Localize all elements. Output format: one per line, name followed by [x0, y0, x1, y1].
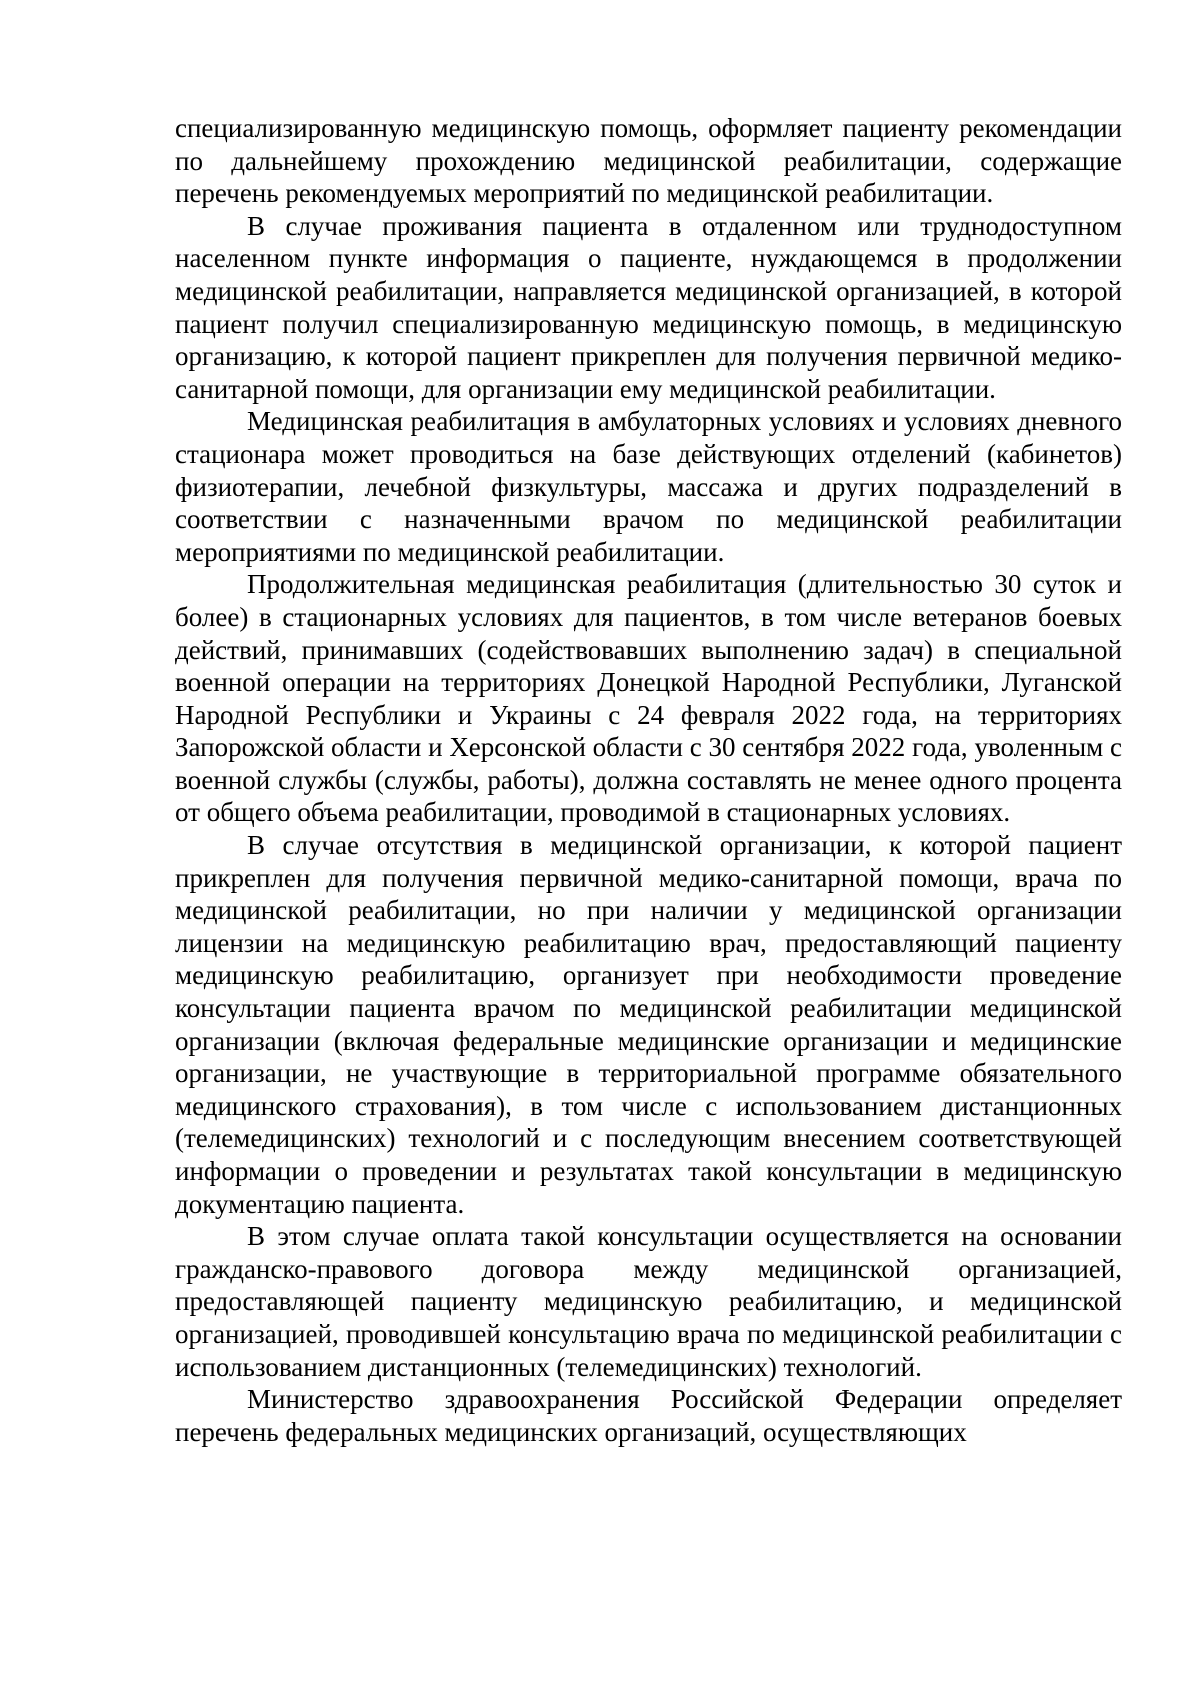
paragraph-remote-residence: В случае проживания пациента в отдаленном или труднодоступном населенном пункте информация о пациенте, нуждающемся в продолжении медицинской реабилитации, направляется медицинской организацией, в которой пациент получил специализированную медицинскую помощь, в медицинскую организацию, к которой пациент прикреплен для получения первичной медико-санитарной помощи, для организации ему медицинской реабилитации. [175, 210, 1122, 404]
paragraph-ministry-list: Министерство здравоохранения Российской Федерации определяет перечень федеральных медицинских организаций, осуществляющих [175, 1384, 1122, 1447]
paragraph-outpatient-rehabilitation: Медицинская реабилитация в амбулаторных условиях и условиях дневного стационара может проводиться на базе действующих отделений (кабинетов) физиотерапии, лечебной физкультуры, массажа и других подразделений в соответствии с назначенными врачом по медицинской реабилитации мероприятиями по медицинской реабилитации. [175, 406, 1122, 567]
paragraph-absence-of-doctor: В случае отсутствия в медицинской организации, к которой пациент прикреплен для получения первичной медико-санитарной помощи, врача по медицинской реабилитации, но при наличии у медицинской организации лицензии на медицинскую реабилитацию врач, предоставляющий пациенту медицинскую реабилитацию, организует при необходимости проведение консультации пациента врачом по медицинской реабилитации медицинской организации (включая федеральные медицинские организации и медицинские организации, не участвующие в территориальной программе обязательного медицинского страхования), в том числе с использованием дистанционных (телемедицинских) технологий и с последующим внесением соответствующей информации о проведении и результатах такой консультации в медицинскую документацию пациента. [175, 830, 1122, 1219]
paragraph-long-term-rehabilitation: Продолжительная медицинская реабилитация (длительностью 30 суток и более) в стационарных условиях для пациентов, в том числе ветеранов боевых действий, принимавших (содействовавших выполнению задач) в специальной военной операции на территориях Донецкой Народной Республики, Луганской Народной Республики и Украины с 24 февраля 2022 года, на территориях Запорожской области и Херсонской области с 30 сентября 2022 года, уволенным с военной службы (службы, работы), должна составлять не менее одного процента от общего объема реабилитации, проводимой в стационарных условиях. [175, 569, 1122, 828]
paragraph-continuation: специализированную медицинскую помощь, оформляет пациенту рекомендации по дальнейшему прохождению медицинской реабилитации, содержащие перечень рекомендуемых мероприятий по медицинской реабилитации. [175, 113, 1122, 209]
paragraph-consultation-payment: В этом случае оплата такой консультации осуществляется на основании гражданско-правового договора между медицинской организацией, предоставляющей пациенту медицинскую реабилитацию, и медицинской организацией, проводившей консультацию врача по медицинской реабилитации с использованием дистанционных (телемедицинских) технологий. [175, 1221, 1122, 1382]
document-page [175, 112, 1122, 1448]
